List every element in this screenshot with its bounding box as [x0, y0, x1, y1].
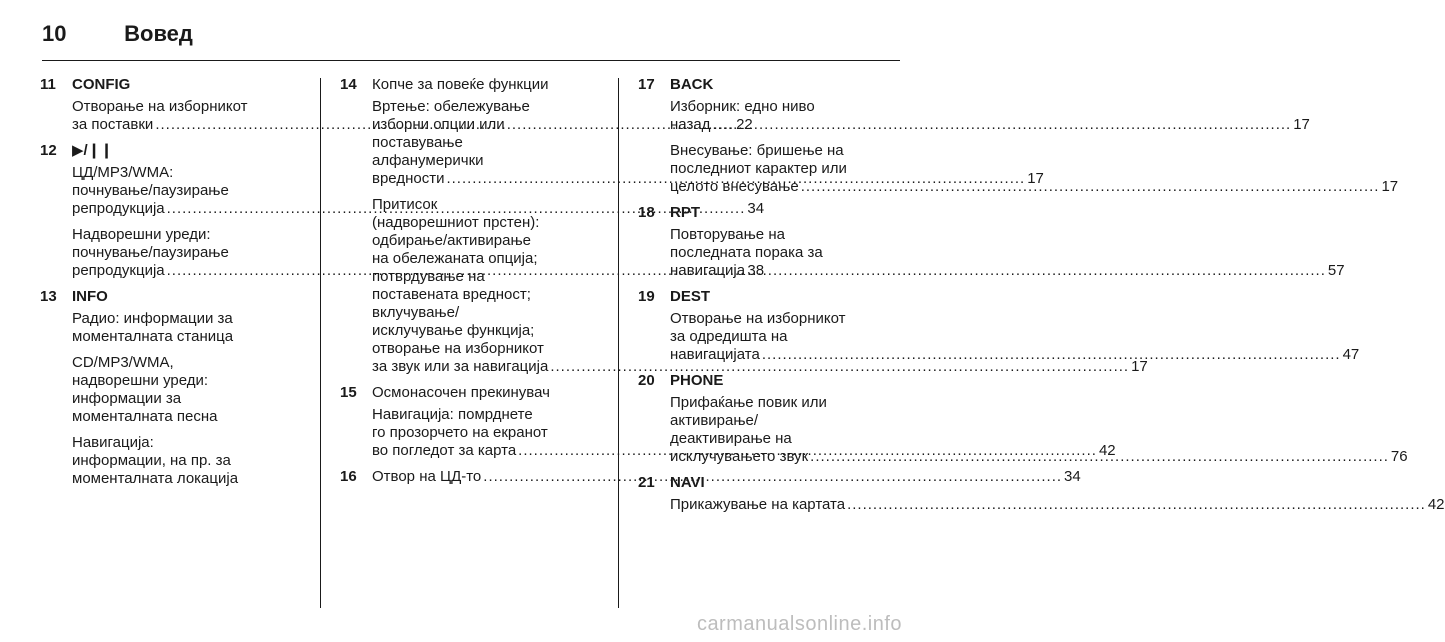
- toc-leader-line: [372, 358, 1148, 376]
- page-reference: 76: [1390, 448, 1408, 465]
- description-line: на обележаната опција;: [372, 250, 538, 267]
- entry-title: PHONE: [670, 372, 724, 389]
- description-line: Повторување на: [670, 226, 785, 243]
- legend-entry: [40, 288, 292, 488]
- description-line: почнување/паузирање: [72, 244, 229, 261]
- legend-entry: [638, 288, 1360, 364]
- entry-title: DEST: [670, 288, 711, 305]
- page-reference: 17: [1293, 116, 1310, 133]
- page-reference: 34: [1064, 468, 1081, 485]
- column-divider-1: [320, 78, 321, 608]
- entry-description: [670, 496, 1445, 514]
- entry-text: за поставки: [72, 116, 154, 133]
- column-divider-2: [618, 78, 619, 608]
- entry-number: 13: [40, 288, 57, 305]
- description-line: Отворање на изборникот: [72, 98, 248, 115]
- entry-heading: [638, 474, 890, 492]
- dot-leader: [801, 178, 1380, 195]
- page-title: Вовед: [124, 21, 193, 46]
- entry-text: навигацијата: [670, 346, 760, 363]
- description-line: отворање на изборникот: [372, 340, 544, 357]
- entry-heading: [638, 372, 890, 390]
- toc-leader-line: [670, 178, 1399, 196]
- watermark: carmanualsonline.info: [696, 613, 902, 635]
- dot-leader: [810, 448, 1389, 465]
- description-line: Навигација:: [72, 434, 154, 451]
- page-reference: 17: [1381, 178, 1399, 195]
- dot-leader: [847, 496, 1426, 513]
- entry-text: вредности: [372, 170, 445, 187]
- description-line: информации за: [72, 390, 182, 407]
- description-line: информации, на пр. за: [72, 452, 231, 469]
- entry-description: [670, 142, 1399, 196]
- entry-heading: [638, 204, 890, 222]
- entry-number: 19: [638, 288, 655, 305]
- description-line: вклучување/: [372, 304, 460, 321]
- entry-number: 17: [638, 76, 655, 93]
- description-line: исклучување функција;: [372, 322, 535, 339]
- page-reference: 57: [1327, 262, 1345, 279]
- description-line: деактивирање на: [670, 430, 792, 447]
- entry-text: исклучувањето звук: [670, 448, 809, 465]
- description-line: (надворешниот прстен):: [372, 214, 540, 231]
- entry-heading: [40, 288, 292, 306]
- description-line: Надворешни уреди:: [72, 226, 211, 243]
- toc-leader-line: [670, 346, 1360, 364]
- entry-description: [72, 434, 292, 488]
- page-header: [42, 14, 193, 54]
- description-line: Внесување: бришење на: [670, 142, 844, 159]
- page-reference: 17: [1131, 358, 1148, 375]
- entry-number: 21: [638, 474, 655, 491]
- page-reference: 17: [1027, 170, 1044, 187]
- description-line: поставување: [372, 134, 463, 151]
- entry-text: репродукција: [72, 200, 165, 217]
- description-line: го прозорчето на екранот: [372, 424, 548, 441]
- entry-description: [670, 98, 1310, 134]
- entry-heading: [40, 76, 292, 94]
- entry-text: навигација: [670, 262, 746, 279]
- description-line: одбирање/активирање: [372, 232, 532, 249]
- entry-text: во погледот за карта: [372, 442, 517, 459]
- page-number: 10: [42, 21, 67, 46]
- legend-entry: [638, 76, 1399, 196]
- description-line: Навигација: помрднете: [372, 406, 533, 423]
- entry-number: 14: [340, 76, 357, 93]
- entry-title: Копче за повеќе функции: [372, 76, 549, 93]
- entry-number: 15: [340, 384, 357, 401]
- page-reference: 42: [1427, 496, 1445, 513]
- description-line: последниот карактер или: [670, 160, 847, 177]
- description-line: моменталната локација: [72, 470, 239, 487]
- entry-description: [72, 310, 292, 346]
- description-line: моменталната песна: [72, 408, 218, 425]
- description-line: Отворање на изборникот: [670, 310, 846, 327]
- page-reference: 47: [1342, 346, 1360, 363]
- entry-title: NAVI: [670, 474, 705, 491]
- page-reference: 22: [736, 116, 753, 133]
- entry-description: [72, 354, 292, 426]
- description-line: CD/MP3/WMA,: [72, 354, 174, 371]
- description-line: Радио: информации за: [72, 310, 233, 327]
- entry-heading: [40, 142, 292, 160]
- toc-leader-line: [670, 262, 1345, 280]
- entry-heading: [638, 76, 890, 94]
- entry-number: 20: [638, 372, 655, 389]
- entry-text: целото внесување: [670, 178, 799, 195]
- entry-number: 11: [40, 76, 56, 93]
- description-line: Изборник: едно ниво: [670, 98, 815, 115]
- entry-text: назад: [670, 116, 711, 133]
- toc-leader-line: [670, 496, 1445, 514]
- header-rule: [42, 60, 900, 61]
- entry-description: [670, 310, 1360, 364]
- entry-number: 18: [638, 204, 655, 221]
- legend-entry: [638, 204, 1345, 280]
- entry-title: BACK: [670, 76, 714, 93]
- description-line: потврдување на: [372, 268, 485, 285]
- toc-leader-line: [670, 116, 1310, 134]
- description-line: почнување/паузирање: [72, 182, 229, 199]
- description-line: алфанумерички: [372, 152, 484, 169]
- dot-leader: [762, 346, 1341, 363]
- entry-heading: [638, 288, 890, 306]
- entry-description: [670, 226, 1345, 280]
- entry-title: INFO: [72, 288, 108, 305]
- dot-leader: [712, 116, 1291, 133]
- description-line: ЦД/MP3/WMA:: [72, 164, 174, 181]
- page-reference: 34: [747, 200, 765, 217]
- entry-heading: [340, 76, 602, 94]
- page-reference: 42: [1098, 442, 1116, 459]
- description-line: Вртење: обележување: [372, 98, 530, 115]
- description-line: надворешни уреди:: [72, 372, 209, 389]
- description-line: активирање/: [670, 412, 759, 429]
- entry-text: Прикажување на картата: [670, 496, 846, 513]
- description-line: моменталната станица: [72, 328, 234, 345]
- entry-title: RPT: [670, 204, 700, 221]
- entry-text: репродукција: [72, 262, 165, 279]
- entry-heading: [340, 384, 602, 402]
- entry-text: Отвор на ЦД-то: [372, 468, 482, 485]
- entry-title: Осмонасочен прекинувач: [372, 384, 550, 401]
- description-line: за одредишта на: [670, 328, 788, 345]
- entry-title: ▶/❙❙: [72, 142, 113, 159]
- description-line: Притисок: [372, 196, 438, 213]
- entry-number: 12: [40, 142, 57, 159]
- description-line: последната порака за: [670, 244, 823, 261]
- entry-number: 16: [340, 468, 357, 485]
- dot-leader: [747, 262, 1326, 279]
- description-line: поставената вредност;: [372, 286, 531, 303]
- description-line: изборни опции или: [372, 116, 505, 133]
- entry-text: за звук или за навигација: [372, 358, 549, 375]
- description-line: Прифаќање повик или: [670, 394, 827, 411]
- page-reference: 38: [747, 262, 765, 279]
- entry-title: CONFIG: [72, 76, 131, 93]
